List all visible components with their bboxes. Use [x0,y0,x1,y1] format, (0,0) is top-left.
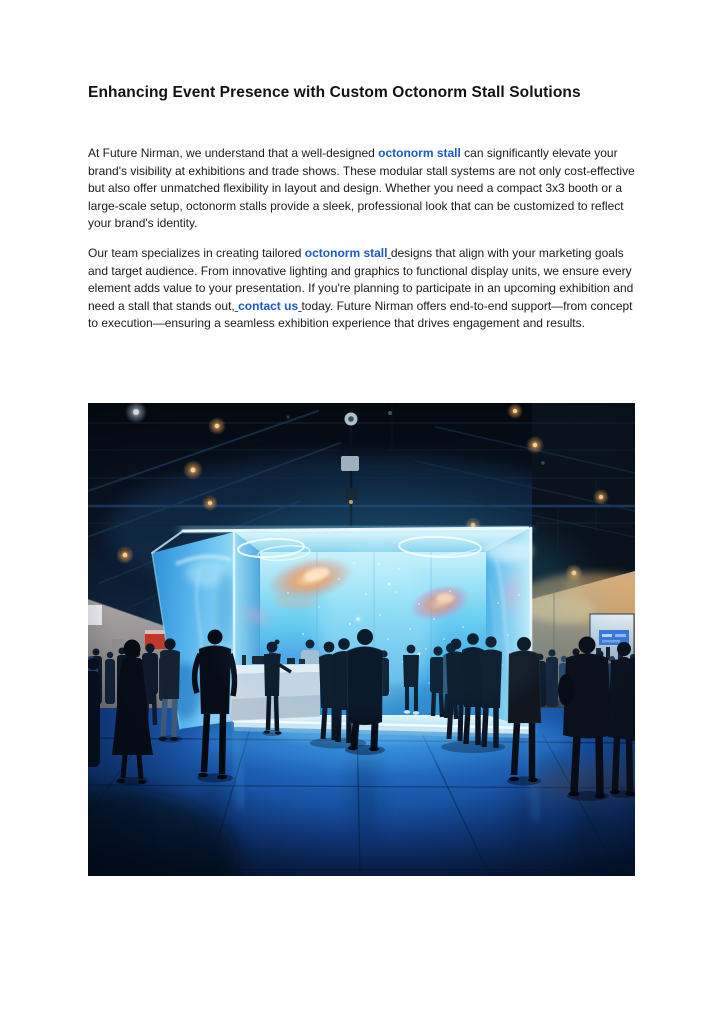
paragraph-text: Our team specializes in creating tailored [88,246,305,260]
paragraph-text: today. Future Nirman offers end-to-end support—from concept to execution—ensuring a seamless exhibition experience that drives engagement and results. [88,298,633,331]
paragraph-text: designs that align with your marketing goals and target audience. From innovative lighting and graphics to functional display units, we ensure every element adds value to your presentation. If you're planning to participate in an upcoming exhibition and need a stall that stands out, [88,246,634,313]
inline-link[interactable]: octonorm stall [304,246,388,260]
document-heading: Enhancing Event Presence with Custom Octonorm Stall Solutions [88,84,581,101]
inline-link[interactable]: octonorm stall [378,146,461,160]
vignette [88,403,635,876]
paragraph-1 [88,145,636,233]
paragraph-2 [88,245,636,333]
inline-link[interactable]: contact us [238,298,299,313]
exhibition-photo[interactable] [88,403,635,876]
paragraph-text: can significantly elevate your brand's visibility at exhibitions and trade shows. These modular stall systems are not only cost-effective but also offer unmatched flexibility in layout and design. Whether you need a compact 3x3 booth or a large-scale setup, octonorm stalls provide a sleek, professional look that can be customized to reflect your brand's identity. [88,146,635,231]
paragraph-text: At Future Nirman, we understand that a well-designed [88,146,379,160]
